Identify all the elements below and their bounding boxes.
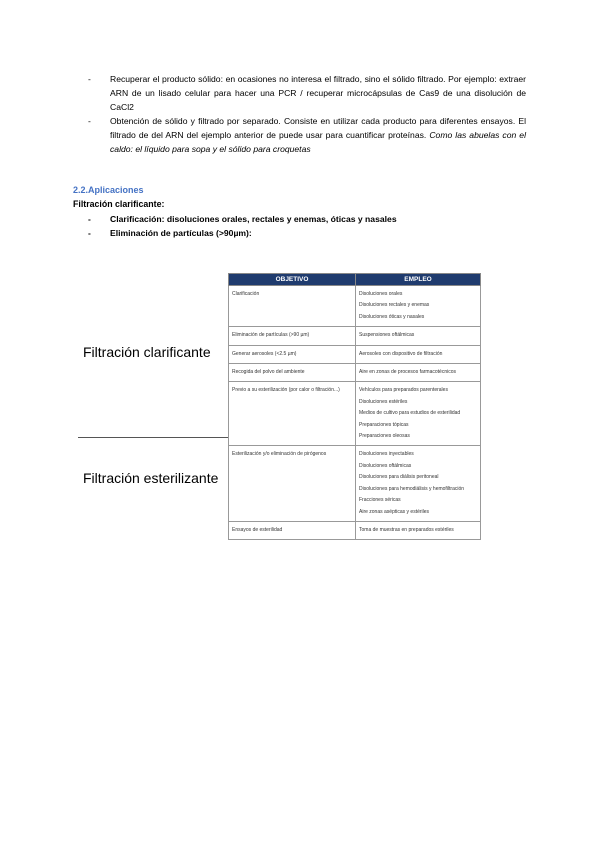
empleo-cell bbox=[356, 364, 481, 382]
objetivo-cell: Previo a su esterilización (por calor o filtración...) bbox=[229, 382, 356, 446]
empleo-cell bbox=[356, 286, 481, 327]
empleo-cell bbox=[356, 521, 481, 539]
empleo-item: Disoluciones oftálmicas bbox=[359, 462, 412, 469]
empleo-item: Preparaciones tópicas bbox=[359, 421, 409, 428]
empleo-item: Disoluciones óticas y nasales bbox=[359, 313, 425, 320]
table-row bbox=[229, 345, 481, 363]
objetivo-cell: Clarificación bbox=[229, 286, 356, 327]
empleo-item: Disoluciones orales bbox=[359, 291, 403, 297]
objetivo-cell: Generar aerosoles (<2.5 µm) bbox=[229, 345, 356, 363]
empleo-item: Disoluciones rectales y enemas bbox=[359, 302, 430, 309]
empleo-cell bbox=[356, 345, 481, 363]
list-item bbox=[88, 212, 526, 226]
objetivo-cell: Recogida del polvo del ambiente bbox=[229, 364, 356, 382]
figure-divider bbox=[78, 437, 228, 438]
empleo-item: Toma de muestras en preparados estériles bbox=[359, 526, 454, 533]
bullet-dash: - bbox=[88, 214, 91, 224]
table-row bbox=[229, 286, 481, 327]
empleo-item: Fracciones séricas bbox=[359, 497, 401, 504]
table-row bbox=[229, 327, 481, 345]
bullet-dash: - bbox=[88, 74, 91, 84]
header-objetivo: OBJETIVO bbox=[229, 274, 356, 286]
figure-label-clarificante: Filtración clarificante bbox=[83, 344, 211, 360]
list-item bbox=[88, 114, 526, 156]
top-bullet-list bbox=[88, 72, 526, 156]
empleo-cell bbox=[356, 382, 481, 446]
list-item bbox=[88, 226, 526, 240]
objetivo-cell: Eliminación de partículas (>90 µm) bbox=[229, 327, 356, 345]
table-row bbox=[229, 446, 481, 521]
table-row bbox=[229, 364, 481, 382]
empleo-item: Disoluciones estériles bbox=[359, 398, 408, 405]
table-row bbox=[229, 521, 481, 539]
table-row bbox=[229, 382, 481, 446]
table-header-row bbox=[229, 274, 481, 286]
figure-label-esterilizante: Filtración esterilizante bbox=[83, 470, 219, 486]
empleo-item: Vehículos para preparados parenterales bbox=[359, 387, 448, 394]
empleo-cell bbox=[356, 327, 481, 345]
bullet-italic-text: Como las abuelas con el caldo: el líquido para sopa y el sólido para croquetas bbox=[110, 130, 526, 154]
empleo-item: Disoluciones para hemodiálisis y hemofiltración bbox=[359, 485, 465, 492]
applications-list bbox=[88, 212, 526, 240]
section-heading: 2.2.Aplicaciones bbox=[73, 185, 144, 195]
bullet-text: Eliminación de partículas (>90µm): bbox=[110, 228, 252, 238]
empleo-item: Suspensiones oftálmicas bbox=[359, 332, 415, 339]
header-empleo: EMPLEO bbox=[356, 274, 481, 286]
bullet-dash: - bbox=[88, 228, 91, 238]
empleo-cell bbox=[356, 446, 481, 521]
applications-table bbox=[228, 273, 481, 540]
empleo-item: Disoluciones para diálisis peritoneal bbox=[359, 474, 439, 481]
empleo-item: Aire en zonas de procesos farmacotécnicos bbox=[359, 369, 456, 376]
bullet-dash: - bbox=[88, 116, 91, 126]
bullet-text: Clarificación: disoluciones orales, rectales y enemas, óticas y nasales bbox=[110, 214, 397, 224]
empleo-item: Preparaciones oleosas bbox=[359, 433, 410, 440]
objetivo-cell: Ensayos de esterilidad bbox=[229, 521, 356, 539]
empleo-item: Aire zonas asépticas y estériles bbox=[359, 508, 430, 515]
empleo-item: Medios de cultivo para estudios de esterilidad bbox=[359, 410, 461, 417]
list-item bbox=[88, 72, 526, 114]
empleo-item: Aerosoles con dispositivo de filtración bbox=[359, 350, 443, 357]
empleo-item: Disoluciones inyectables bbox=[359, 451, 414, 458]
bullet-text: Obtención de sólido y filtrado por separado. Consiste en utilizar cada producto para diferentes ensayos. El filtrado de del ARN del ejemplo anterior de puede usar para cuantificar proteínas. bbox=[110, 116, 526, 140]
objetivo-cell: Esterilización y/o eliminación de pirógenos bbox=[229, 446, 356, 521]
subheading: Filtración clarificante: bbox=[73, 199, 165, 209]
bullet-text: Recuperar el producto sólido: en ocasiones no interesa el filtrado, sino el sólido filtrado. Por ejemplo: extraer ARN de un lisado celular para hacer una PCR / recuperar microcápsulas de Cas9 de una disolución de CaCl2 bbox=[110, 74, 526, 112]
